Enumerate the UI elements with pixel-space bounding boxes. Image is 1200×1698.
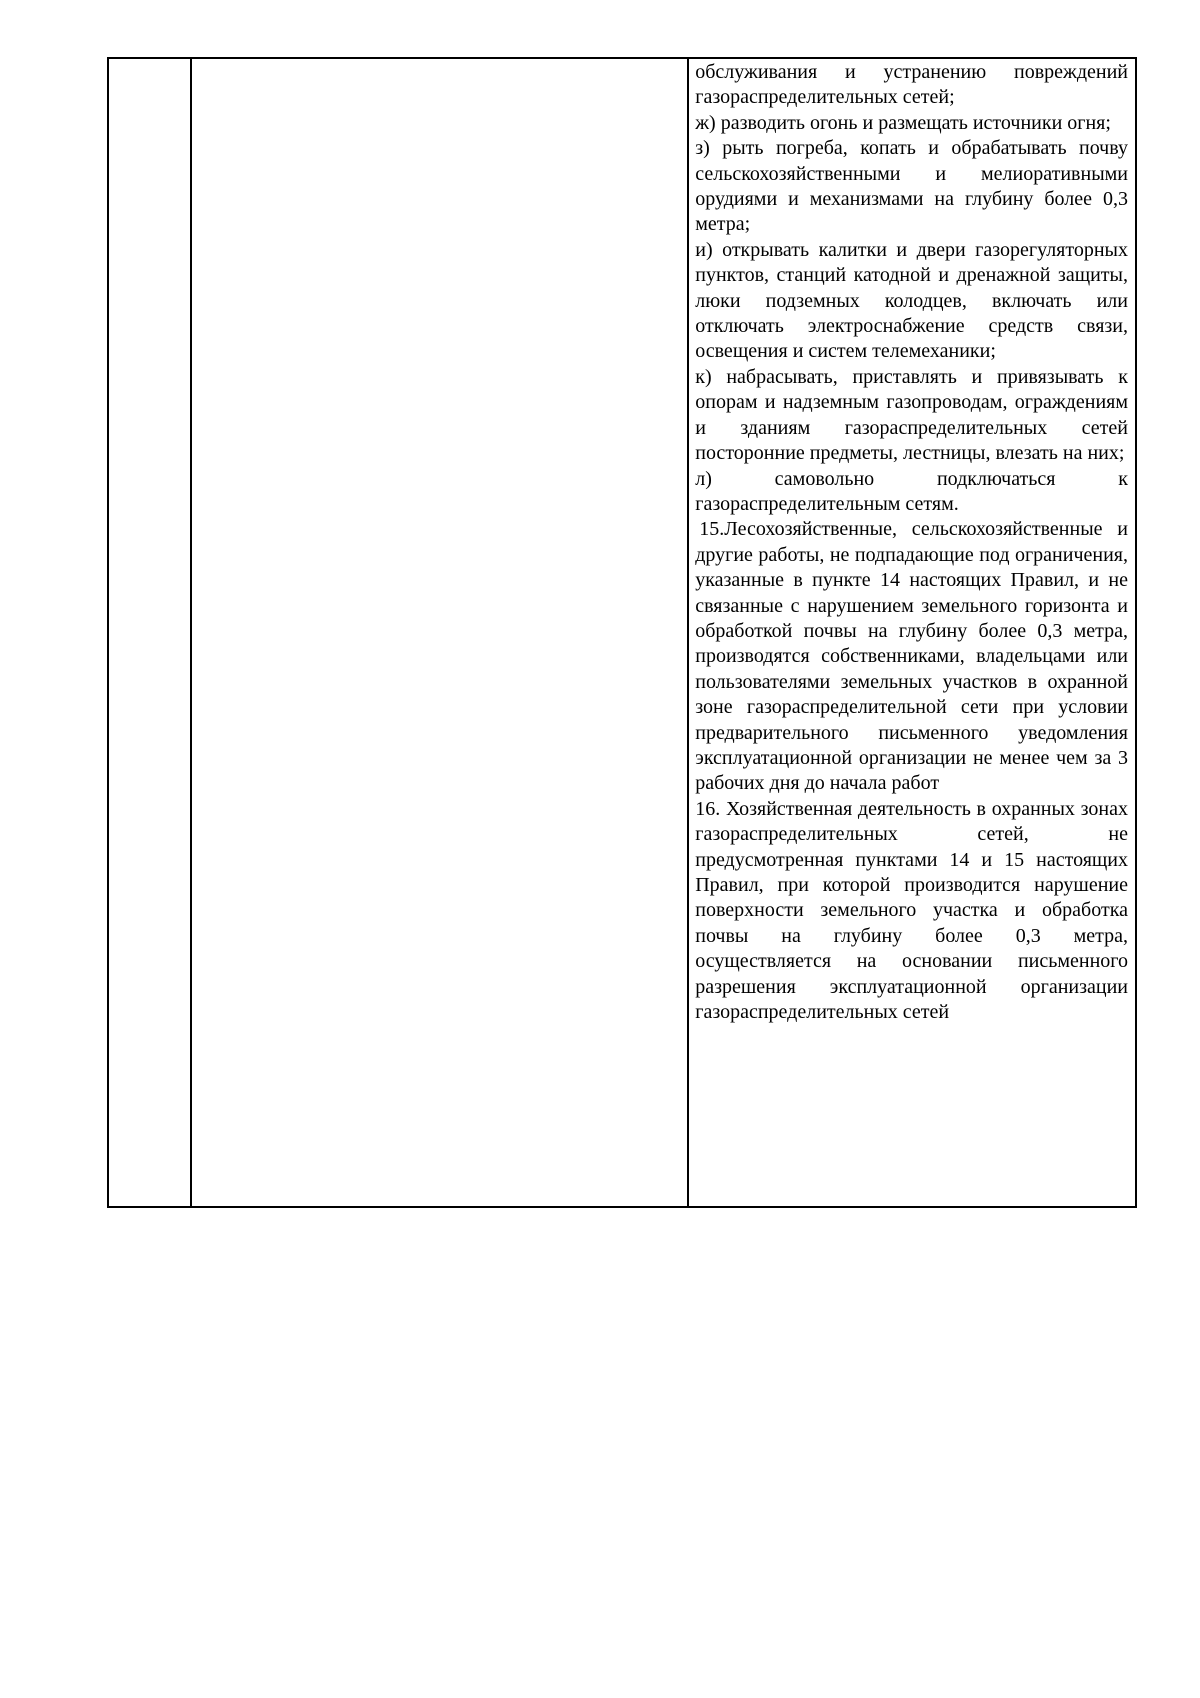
paragraph: 16. Хозяйственная деятельность в охранных зонах газораспределительных сетей, не предусмотренная пунктами 14 и 15 настоящих Правил, при которой производится нарушение поверхности земельного участка и обработка почвы на глубину более 0,3 метра, осуществляется на основании письменного разрешения эксплуатационной организации газораспределительных сетей	[695, 797, 1128, 1024]
paragraph: ж) разводить огонь и размещать источники огня;	[695, 111, 1111, 134]
paragraph: з) рыть погреба, копать и обрабатывать почву сельскохозяйственными и мелиоративными орудиями и механизмами на глубину более 0,3 метра;	[695, 137, 1128, 236]
paragraph: к) набрасывать, приставлять и привязывать к опорам и надземным газопроводам, ограждениям и зданиям газораспределительных сетей посторонние предметы, лестницы, влезать на них;	[695, 365, 1128, 465]
table-cell-description	[688, 58, 1136, 1207]
table-cell-name	[191, 58, 688, 1207]
paragraph: и) открывать калитки и двери газорегуляторных пунктов, станций катодной и дренажной защиты, люки подземных колодцев, включать или отключать электроснабжение средств связи, освещения и систем телемеханики;	[695, 238, 1128, 363]
paragraph: 15.Лесохозяйственные, сельскохозяйственные и другие работы, не подпадающие под ограничения, указанные в пункте 14 настоящих Правил, и не связанные с нарушением земельного горизонта и обработкой почвы на глубину более 0,3 метра, производятся собственниками, владельцами или пользователями земельных участков в охранной зоне газораспределительной сети при условии предварительного письменного уведомления эксплуатационной организации не менее чем за 3 рабочих дня до начала работ	[695, 518, 1128, 795]
table-cell-number	[108, 58, 191, 1207]
document-table	[107, 57, 1137, 1208]
paragraph: обслуживания и устранению повреждений газораспределительных сетей;	[695, 61, 1128, 109]
table-row	[108, 58, 1136, 1207]
description-text	[689, 59, 1135, 1025]
paragraph: л) самовольно подключаться к газораспределительным сетям.	[695, 467, 1128, 515]
